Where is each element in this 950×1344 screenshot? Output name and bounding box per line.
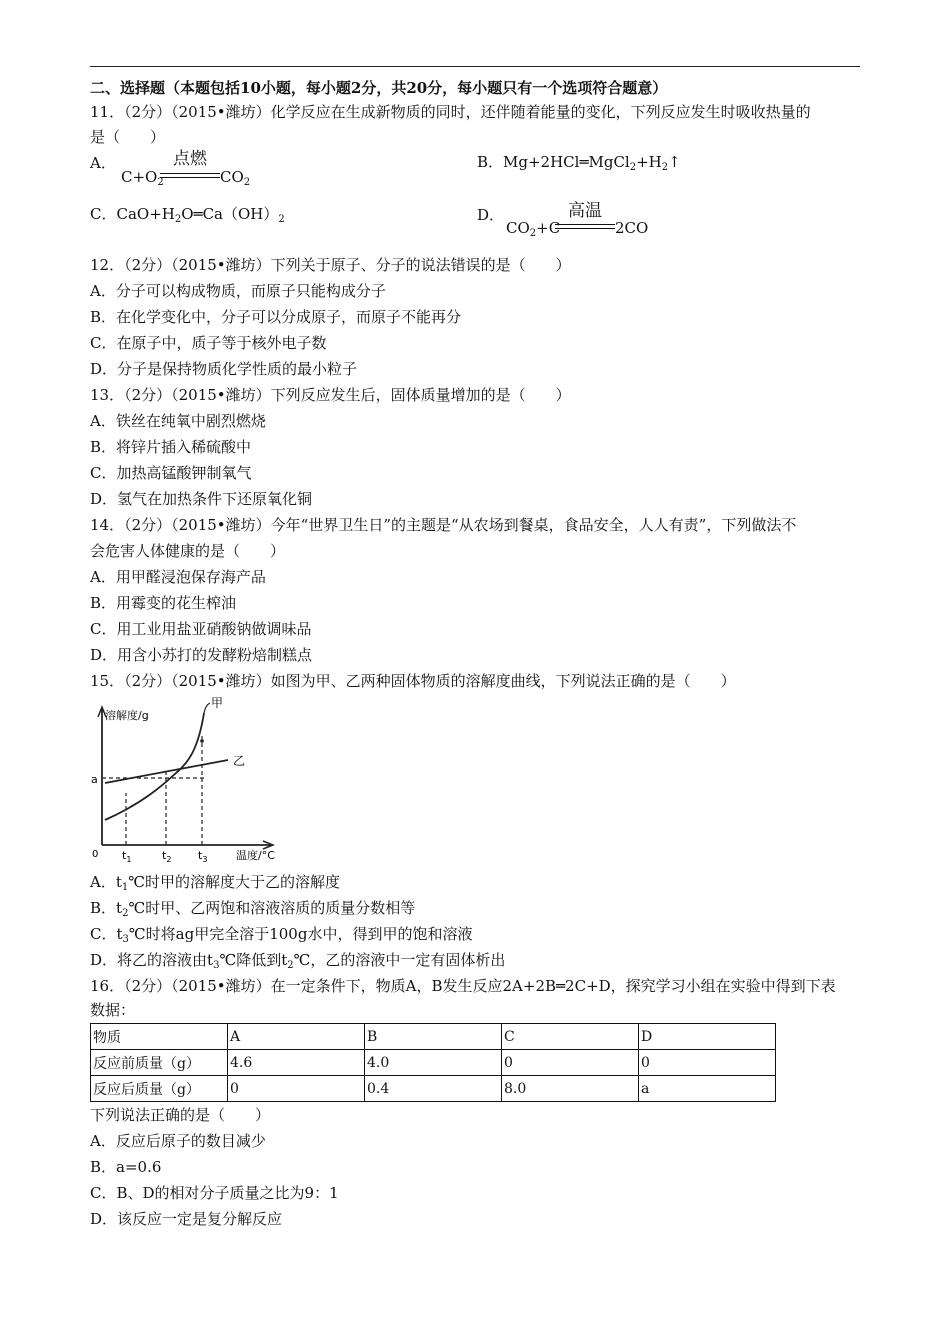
- q11-a-condition: 点燃: [173, 149, 207, 169]
- q12-option-c: C．在原子中，质子等于核外电子数: [90, 334, 327, 352]
- q15-option-c: C．$t_3℃$时将ag甲完全溶于100g水中，得到甲的饱和溶液: [90, 925, 473, 945]
- top-rule: [90, 66, 860, 67]
- q13-option-b: B．将锌片插入稀硫酸中: [90, 438, 252, 456]
- q16-after-table: 下列说法正确的是（ ）: [90, 1106, 271, 1124]
- q11-stem-line1: 11．（2分）（2015•潍坊）化学反应在生成新物质的同时，还伴随着能量的变化，下列反应发生时吸收热量的: [90, 103, 811, 121]
- table-cell: A: [228, 1024, 365, 1050]
- q11-option-c: C．$CaO+H_2O═Ca(OH)_2$: [90, 205, 285, 225]
- jia-point-t3: [200, 739, 204, 743]
- q13-option-a: A．铁丝在纯氧中剧烈燃烧: [90, 412, 266, 430]
- q15-stem: 15．（2分）（2015•潍坊）如图为甲、乙两种固体物质的溶解度曲线，下列说法正确的是（ ）: [90, 672, 736, 690]
- q11-d-equals-sign: [555, 224, 615, 229]
- q15-option-b: B．$t_2℃$时甲、乙两饱和溶液溶质的质量分数相等: [90, 899, 416, 919]
- q11-d-reactants: $CO_2+C$: [506, 219, 561, 239]
- table-cell: a: [639, 1076, 776, 1102]
- q11-a-products: $CO_2$: [220, 168, 251, 188]
- q16-option-b: B．a=0.6: [90, 1158, 162, 1176]
- q11-stem-line2: 是（ ）: [90, 128, 166, 146]
- q11-option-d-label: D．: [477, 206, 505, 224]
- table-cell: 0: [639, 1050, 776, 1076]
- table-cell: C: [502, 1024, 639, 1050]
- q14-option-c: C．用工业用盐亚硝酸钠做调味品: [90, 620, 312, 638]
- table-cell: 8.0: [502, 1076, 639, 1102]
- table-cell: 0.4: [365, 1076, 502, 1102]
- table-cell: D: [639, 1024, 776, 1050]
- graph-x-label: 温度/°C: [236, 849, 275, 862]
- q16-option-d: D．该反应一定是复分解反应: [90, 1210, 283, 1228]
- graph-t1-label: $t_1$: [122, 849, 132, 864]
- q11-a-equals-sign: [160, 173, 220, 178]
- q11-d-products: 2CO: [615, 219, 649, 237]
- q14-option-b: B．用霉变的花生榨油: [90, 594, 237, 612]
- graph-y-label: 溶解度/g: [105, 709, 149, 722]
- table-row: [91, 1050, 776, 1076]
- table-cell: 物质: [91, 1024, 228, 1050]
- solubility-curve-graph: [88, 695, 298, 870]
- table-cell: 反应前质量（g）: [91, 1050, 228, 1076]
- table-cell: 4.6: [228, 1050, 365, 1076]
- q14-stem-line2: 会危害人体健康的是（ ）: [90, 542, 286, 560]
- q16-stem-line1: 16．（2分）（2015•潍坊）在一定条件下，物质A，B发生反应2A+2B═2C+D，探究学习小组在实验中得到下表: [90, 977, 836, 995]
- q11-a-reactants: $C+O_2$: [121, 168, 164, 188]
- q13-stem: 13．（2分）（2015•潍坊）下列反应发生后，固体质量增加的是（ ）: [90, 386, 571, 404]
- q11-option-b: B．$Mg+2HCl═MgCl_2+H_2↑$: [477, 153, 681, 173]
- curve-jia-label: 甲: [211, 696, 224, 710]
- q15-option-a: A．$t_1℃$时甲的溶解度大于乙的溶解度: [90, 873, 341, 893]
- q14-option-d: D．用含小苏打的发酵粉焙制糕点: [90, 646, 313, 664]
- graph-t2-label: $t_2$: [162, 849, 172, 864]
- q11-d-condition: 高温: [568, 201, 602, 221]
- q15-option-d: D．将乙的溶液由$t_3℃$降低到$t_2℃$，乙的溶液中一定有固体析出: [90, 951, 506, 971]
- table-cell: 4.0: [365, 1050, 502, 1076]
- graph-t3-label: $t_3$: [198, 849, 208, 864]
- table-cell: 反应后质量（g）: [91, 1076, 228, 1102]
- q16-stem-line2: 数据：: [90, 1001, 136, 1019]
- curve-yi-label: 乙: [233, 754, 246, 768]
- q12-option-b: B．在化学变化中，分子可以分成原子，而原子不能再分: [90, 308, 462, 326]
- table-row: [91, 1076, 776, 1102]
- table-cell: B: [365, 1024, 502, 1050]
- q12-stem: 12．（2分）（2015•潍坊）下列关于原子、分子的说法错误的是（ ）: [90, 256, 571, 274]
- section-title: 二、选择题（本题包括10小题，每小题2分，共20分，每小题只有一个选项符合题意）: [90, 79, 668, 97]
- q14-option-a: A．用甲醛浸泡保存海产品: [90, 568, 266, 586]
- q16-data-table: [90, 1023, 776, 1102]
- graph-a-label: a: [91, 773, 98, 786]
- q16-option-a: A．反应后原子的数目减少: [90, 1132, 266, 1150]
- jia-label-leader: [204, 703, 210, 713]
- q16-option-c: C．B、D的相对分子质量之比为9：1: [90, 1184, 339, 1202]
- q14-stem-line1: 14．（2分）（2015•潍坊）今年“世界卫生日”的主题是“从农场到餐桌，食品安全，人人有责”，下列做法不: [90, 516, 797, 534]
- q12-option-a: A．分子可以构成物质，而原子只能构成分子: [90, 282, 386, 300]
- table-cell: 0: [502, 1050, 639, 1076]
- table-cell: 0: [228, 1076, 365, 1102]
- q13-option-c: C．加热高锰酸钾制氧气: [90, 464, 252, 482]
- q13-option-d: D．氢气在加热条件下还原氧化铜: [90, 490, 313, 508]
- q12-option-d: D．分子是保持物质化学性质的最小粒子: [90, 360, 358, 378]
- graph-origin-label: 0: [92, 849, 99, 860]
- q11-option-a-label: A．: [90, 154, 116, 172]
- table-row: [91, 1024, 776, 1050]
